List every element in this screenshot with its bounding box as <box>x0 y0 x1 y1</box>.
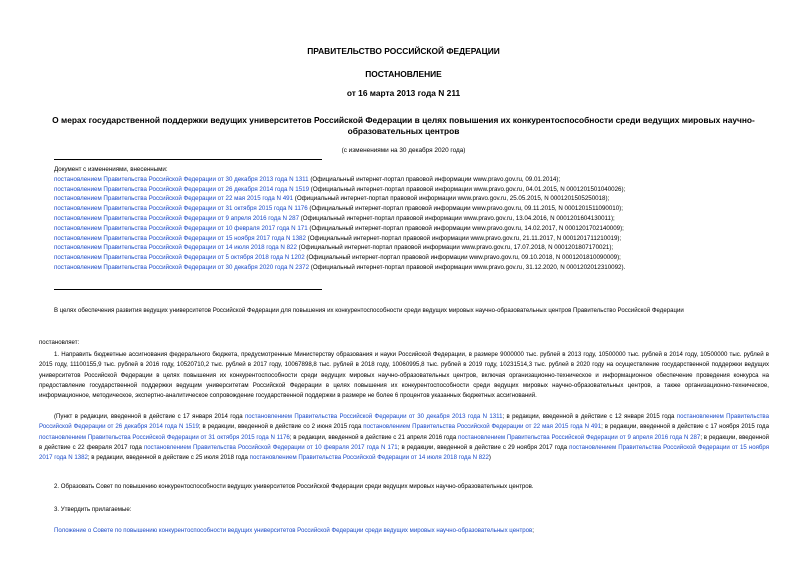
paragraph-3-item <box>39 526 769 536</box>
decrees-text: постановляет: <box>39 339 80 346</box>
note-link[interactable]: постановлением Правительства Российской Федерации от 22 мая 2015 года N 491 <box>363 423 602 431</box>
amendment-item <box>54 224 784 234</box>
amendment-source: (Официальный интернет-портал правовой информации www.pravo.gov.ru, 09.10.2018, N 0001201810090009); <box>304 254 621 262</box>
note-text: ; в редакции, введенной в действие с 17 ноября 2015 года <box>601 423 769 431</box>
editions-note: (с изменениями на 30 декабря 2020 года) <box>341 147 466 154</box>
note-link[interactable]: постановлением Правительства Российской Федерации от 10 февраля 2017 года N 171 <box>143 443 398 451</box>
paragraph-2-text: 2. Образовать Совет по повышению конкурентоспособности ведущих университетов Российской Федерации среди ведущих мировых научно-образовательных центров. <box>54 483 534 490</box>
paragraph-3-text: 3. Утвердить прилагаемые: <box>54 506 132 513</box>
amendment-source: (Официальный интернет-портал правовой информации www.pravo.gov.ru, 21.11.2017, N 0001201711210019); <box>305 234 622 242</box>
doc-title: О мерах государственной поддержки ведущих университетов Российской Федерации в целях повышения их конкурентоспособности среди ведущих мировых научно-образовательных центров <box>52 115 755 136</box>
amendments-list <box>54 165 784 273</box>
amendment-link[interactable]: постановлением Правительства Российской Федерации от 31 октября 2015 года N 1176 <box>54 205 308 213</box>
note-link[interactable]: постановлением Правительства Российской Федерации от 30 декабря 2013 года N 1311 <box>244 413 503 420</box>
item-tail: ; <box>532 527 534 534</box>
note-link[interactable]: постановлением Правительства Российской Федерации от 9 апреля 2016 года N 287 <box>458 433 701 441</box>
note-text: ; в редакции, введенной в действие с 29 ноября 2017 года <box>397 443 570 451</box>
note-text: (Пункт в редакции, введенной в действие с 17 января 2014 года <box>54 413 245 420</box>
amendment-item <box>54 185 784 195</box>
preamble-text: В целях обеспечения развития ведущих университетов Российской Федерации для повышения их конкурентоспособности среди ведущих мировых научно-образовательных центров Правительство Российской Федерации <box>54 307 684 314</box>
amendment-link[interactable]: постановлением Правительства Российской Федерации от 15 ноября 2017 года N 1382 <box>54 234 306 242</box>
note-text: ; в редакции, введенной в действие с 12 января 2015 года <box>502 413 677 420</box>
doc-date-number: от 16 марта 2013 года N 211 <box>346 88 461 98</box>
amendment-source: (Официальный интернет-портал правовой информации www.pravo.gov.ru, 09.01.2014); <box>308 175 561 183</box>
amendment-source: (Официальный интернет-портал правовой информации www.pravo.gov.ru, 09.11.2015, N 0001201511090010); <box>307 205 623 213</box>
paragraph-1-text: 1. Направить бюджетные ассигнования федерального бюджета, предусмотренные Министерству образования и науки Российской Федерации, в размере 9000000 тыс. рублей в 2013 году, 10500000 тыс. рублей в 2014 году, 10500000 тыс. рублей в 2015 году, 11100155,9 тыс. рублей в 2016 году, 10520710,2 тыс. рублей в 2017 году, 10067898,8 тыс. рублей в 2018 году, 10060995,8 тыс. рублей в 2019 году, 10231514,3 тыс. рублей в 2020 году на осуществление государственной поддержки ведущих университетов Российской Федерации в целях повышения их конкурентоспособности среди ведущих мировых научно-образовательных центров, включая организационно-техническое и информационное обеспечение проведения конкурса на предоставление государственной поддержки ведущим университетам Российской Федерации в целях повышения их конкурентоспособности среди ведущих мировых научно-образовательных центров, а также организационно-техническое, информационное, методическое, экспертно-аналитическое сопровождение государственной поддержки в размере не более 6 процентов указанных бюджетных ассигнований. <box>39 351 769 400</box>
amendment-item <box>54 243 784 253</box>
amendment-link[interactable]: постановлением Правительства Российской Федерации от 26 декабря 2014 года N 1519 <box>54 185 310 193</box>
paragraph-1-note <box>39 412 769 463</box>
amendment-link[interactable]: постановлением Правительства Российской Федерации от 22 мая 2015 года N 491 <box>54 195 294 203</box>
amendment-link[interactable]: постановлением Правительства Российской Федерации от 10 февраля 2017 года N 171 <box>54 224 308 232</box>
amendment-item <box>54 194 784 204</box>
doc-type-heading: ПОСТАНОВЛЕНИЕ <box>365 69 442 79</box>
amendment-source: (Официальный интернет-портал правовой информации www.pravo.gov.ru, 31.12.2020, N 0001202012310092). <box>309 263 626 271</box>
preamble-paragraph <box>39 306 769 316</box>
note-link[interactable]: постановлением Правительства Российской Федерации от 31 октября 2015 года N 1176 <box>39 433 290 441</box>
amendment-item <box>54 234 784 244</box>
note-text: ) <box>488 454 491 462</box>
amendment-source: (Официальный интернет-портал правовой информации www.pravo.gov.ru, 13.04.2016, N 0001201604130011); <box>299 214 615 222</box>
amendment-link[interactable]: постановлением Правительства Российской Федерации от 30 декабря 2020 года N 2372 <box>54 263 310 271</box>
amendment-link[interactable]: постановлением Правительства Российской Федерации от 14 июля 2018 года N 822 <box>54 244 297 252</box>
amendment-item <box>54 253 784 263</box>
amendment-link[interactable]: постановлением Правительства Российской Федерации от 5 октября 2018 года N 1202 <box>54 254 305 262</box>
top-divider <box>54 159 322 160</box>
amendment-source: (Официальный интернет-портал правовой информации www.pravo.gov.ru, 14.02.2017, N 0001201702140009); <box>307 224 624 232</box>
note-text: ; в редакции, введенной в действие с 22 февраля 2017 года <box>39 433 769 451</box>
amendments-intro: Документ с изменениями, внесенными: <box>54 166 168 173</box>
note-link[interactable]: постановлением Правительства Российской Федерации от 15 ноября 2017 года N 1382 <box>39 443 770 462</box>
amendment-item <box>54 214 784 224</box>
amendment-item <box>54 204 784 214</box>
amendment-link[interactable]: постановлением Правительства Российской Федерации от 9 апреля 2016 года N 287 <box>54 214 300 222</box>
amendment-link[interactable]: постановлением Правительства Российской Федерации от 30 декабря 2013 года N 1311 <box>54 175 309 183</box>
paragraph-3 <box>39 505 769 515</box>
paragraph-1 <box>39 350 769 401</box>
note-text: ; в редакции, введенной в действие с 21 апреля 2016 года <box>289 433 459 441</box>
note-text: ; в редакции, введенной в действие со 2 июня 2015 года <box>198 423 364 431</box>
amendment-item <box>54 175 784 185</box>
note-text: ; в редакции, введенной в действие с 25 июля 2018 года <box>87 454 250 462</box>
council-regulation-link[interactable]: Положение о Совете по повышению конкурентоспособности ведущих университетов Российской Федерации среди ведущих мировых научно-образовательных центров <box>54 527 533 534</box>
government-header: ПРАВИТЕЛЬСТВО РОССИЙСКОЙ ФЕДЕРАЦИИ <box>307 46 500 56</box>
paragraph-2 <box>39 482 769 492</box>
amendment-source: (Официальный интернет-портал правовой информации www.pravo.gov.ru, 04.01.2015, N 0001201501040026); <box>309 185 626 193</box>
amendment-source: (Официальный интернет-портал правовой информации www.pravo.gov.ru, 17.07.2018, N 0001201807170021); <box>296 244 614 252</box>
decrees-line <box>39 338 769 348</box>
amendment-source: (Официальный интернет-портал правовой информации www.pravo.gov.ru, 25.05.2015, N 0001201505250018); <box>293 195 610 203</box>
note-link[interactable]: постановлением Правительства Российской Федерации от 14 июля 2018 года N 822 <box>249 454 489 462</box>
amendment-item <box>54 263 784 273</box>
bottom-divider <box>54 289 322 290</box>
note-link[interactable]: постановлением Правительства Российской Федерации от 26 декабря 2014 года N 1519 <box>39 413 769 431</box>
